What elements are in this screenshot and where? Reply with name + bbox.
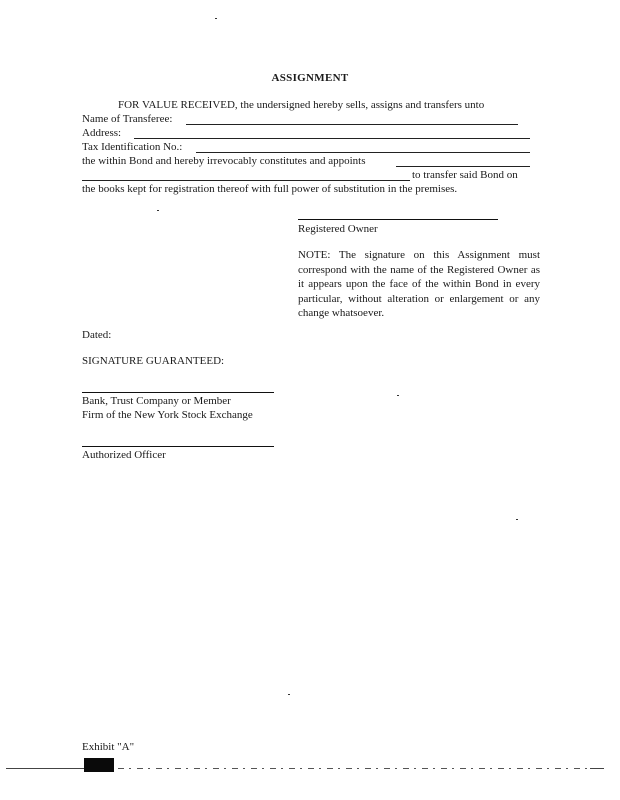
address-label: Address: bbox=[82, 127, 122, 139]
authorized-officer-label: Authorized Officer bbox=[82, 449, 166, 461]
scan-speck bbox=[516, 519, 518, 520]
tax-id-field[interactable] bbox=[196, 152, 530, 153]
officer-signature-line[interactable] bbox=[82, 446, 274, 447]
transferee-name-label: Name of Transferee: bbox=[82, 113, 173, 125]
appoints-line: the within Bond and hereby irrevocably constitutes and appoints bbox=[82, 155, 366, 167]
transferee-name-field[interactable] bbox=[186, 124, 518, 125]
scan-speck bbox=[215, 18, 217, 19]
intro-line: FOR VALUE RECEIVED, the undersigned hereby sells, assigns and transfers unto bbox=[118, 99, 485, 111]
exhibit-label: Exhibit "A" bbox=[82, 741, 135, 753]
attorney-field-continued[interactable] bbox=[82, 180, 410, 181]
signature-note: NOTE: The signature on this Assignment must correspond with the name of the Registered Owner as it appears upon the face of the within Bond in every particular, without alteration or enlargement or any change whatsoever. bbox=[298, 249, 540, 320]
owner-signature-line[interactable] bbox=[298, 219, 498, 220]
books-line: the books kept for registration thereof with full power of substitution in the premises. bbox=[82, 183, 458, 195]
bank-label-line2: Firm of the New York Stock Exchange bbox=[82, 409, 253, 421]
transfer-tail: to transfer said Bond on bbox=[412, 169, 518, 181]
document-title: ASSIGNMENT bbox=[271, 72, 349, 84]
scan-speck bbox=[157, 210, 159, 211]
footer-rule bbox=[6, 768, 84, 769]
attorney-field[interactable] bbox=[396, 166, 530, 167]
footer-rule-end bbox=[590, 768, 604, 769]
bank-signature-line[interactable] bbox=[82, 392, 274, 393]
registered-owner-label: Registered Owner bbox=[298, 223, 378, 235]
scan-speck bbox=[397, 395, 399, 396]
bank-label-line1: Bank, Trust Company or Member bbox=[82, 395, 231, 407]
scan-speck bbox=[288, 694, 290, 695]
address-field[interactable] bbox=[134, 138, 530, 139]
dated-label: Dated: bbox=[82, 329, 112, 341]
footer-noise-line bbox=[118, 768, 588, 769]
tax-id-label: Tax Identification No.: bbox=[82, 141, 183, 153]
signature-guaranteed-heading: SIGNATURE GUARANTEED: bbox=[82, 355, 225, 367]
footer-redaction-block bbox=[84, 758, 114, 772]
